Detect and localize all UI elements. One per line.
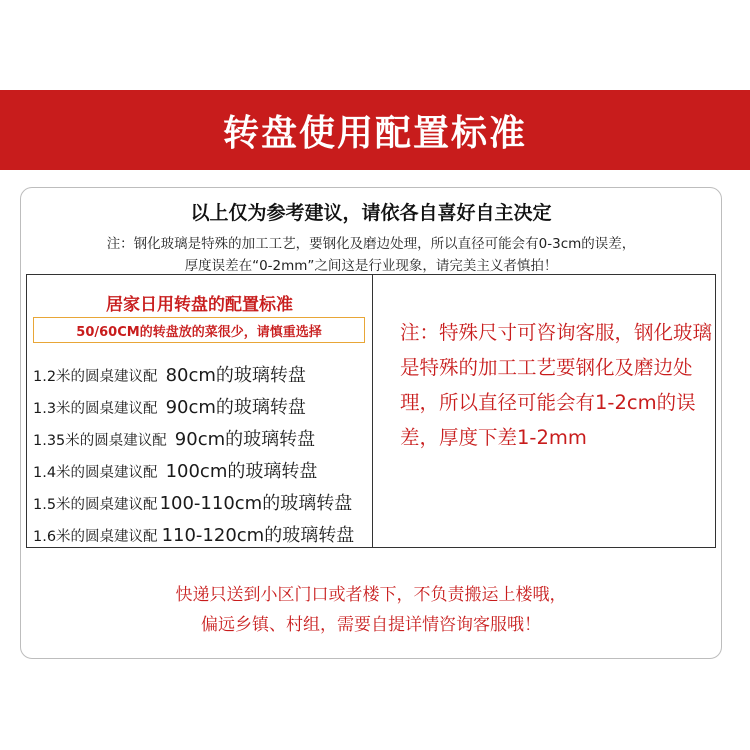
config-row	[33, 521, 383, 547]
table-size-label: 1.2米的圆桌建议配	[33, 369, 158, 385]
disclaimer-line-1: 注：钢化玻璃是特殊的加工工艺，要钢化及磨边处理，所以直径可能会有0-3cm的误差，	[106, 236, 636, 252]
config-table-title: 居家日用转盘的配置标准	[106, 295, 293, 315]
warning-text: 50/60CM的转盘放的菜很少，请慎重选择	[76, 324, 322, 340]
table-size-label: 1.3米的圆桌建议配	[33, 401, 158, 417]
special-size-note: 注：特殊尺寸可咨询客服，钢化玻璃是特殊的加工工艺要钢化及磨边处理，所以直径可能会有1-2cm的误差，厚度下差1-2mm	[400, 321, 713, 449]
info-panel	[20, 187, 722, 659]
turntable-size: 100-110cm的玻璃转盘	[159, 493, 353, 514]
turntable-size: 80cm的玻璃转盘	[165, 365, 306, 386]
table-size-label: 1.35米的圆桌建议配	[33, 433, 167, 449]
table-size-label: 1.5米的圆桌建议配	[33, 497, 158, 513]
table-size-label: 1.6米的圆桌建议配	[33, 529, 158, 545]
disclaimer-line-2: 厚度误差在“0-2mm”之间这是行业现象，请完美主义者慎拍！	[184, 258, 558, 274]
panel-headline: 以上仅为参考建议，请依各自喜好自主决定	[190, 202, 552, 224]
shipping-note-line-1: 快递只送到小区门口或者楼下，不负责搬运上楼哦，	[175, 585, 567, 605]
shipping-note-line-2: 偏远乡镇、村组，需要自提详情咨询客服哦！	[201, 615, 541, 635]
config-row	[33, 361, 383, 387]
config-row	[33, 425, 383, 451]
config-table	[26, 274, 716, 548]
table-size-label: 1.4米的圆桌建议配	[33, 465, 158, 481]
turntable-size: 100cm的玻璃转盘	[165, 461, 318, 482]
title-banner	[0, 90, 750, 170]
config-row	[33, 393, 383, 419]
banner-title: 转盘使用配置标准	[222, 112, 527, 154]
warning-box	[33, 317, 365, 343]
turntable-size: 90cm的玻璃转盘	[165, 397, 306, 418]
config-row	[33, 489, 383, 515]
turntable-size: 110-120cm的玻璃转盘	[161, 525, 355, 546]
turntable-size: 90cm的玻璃转盘	[174, 429, 316, 450]
config-row	[33, 457, 383, 483]
